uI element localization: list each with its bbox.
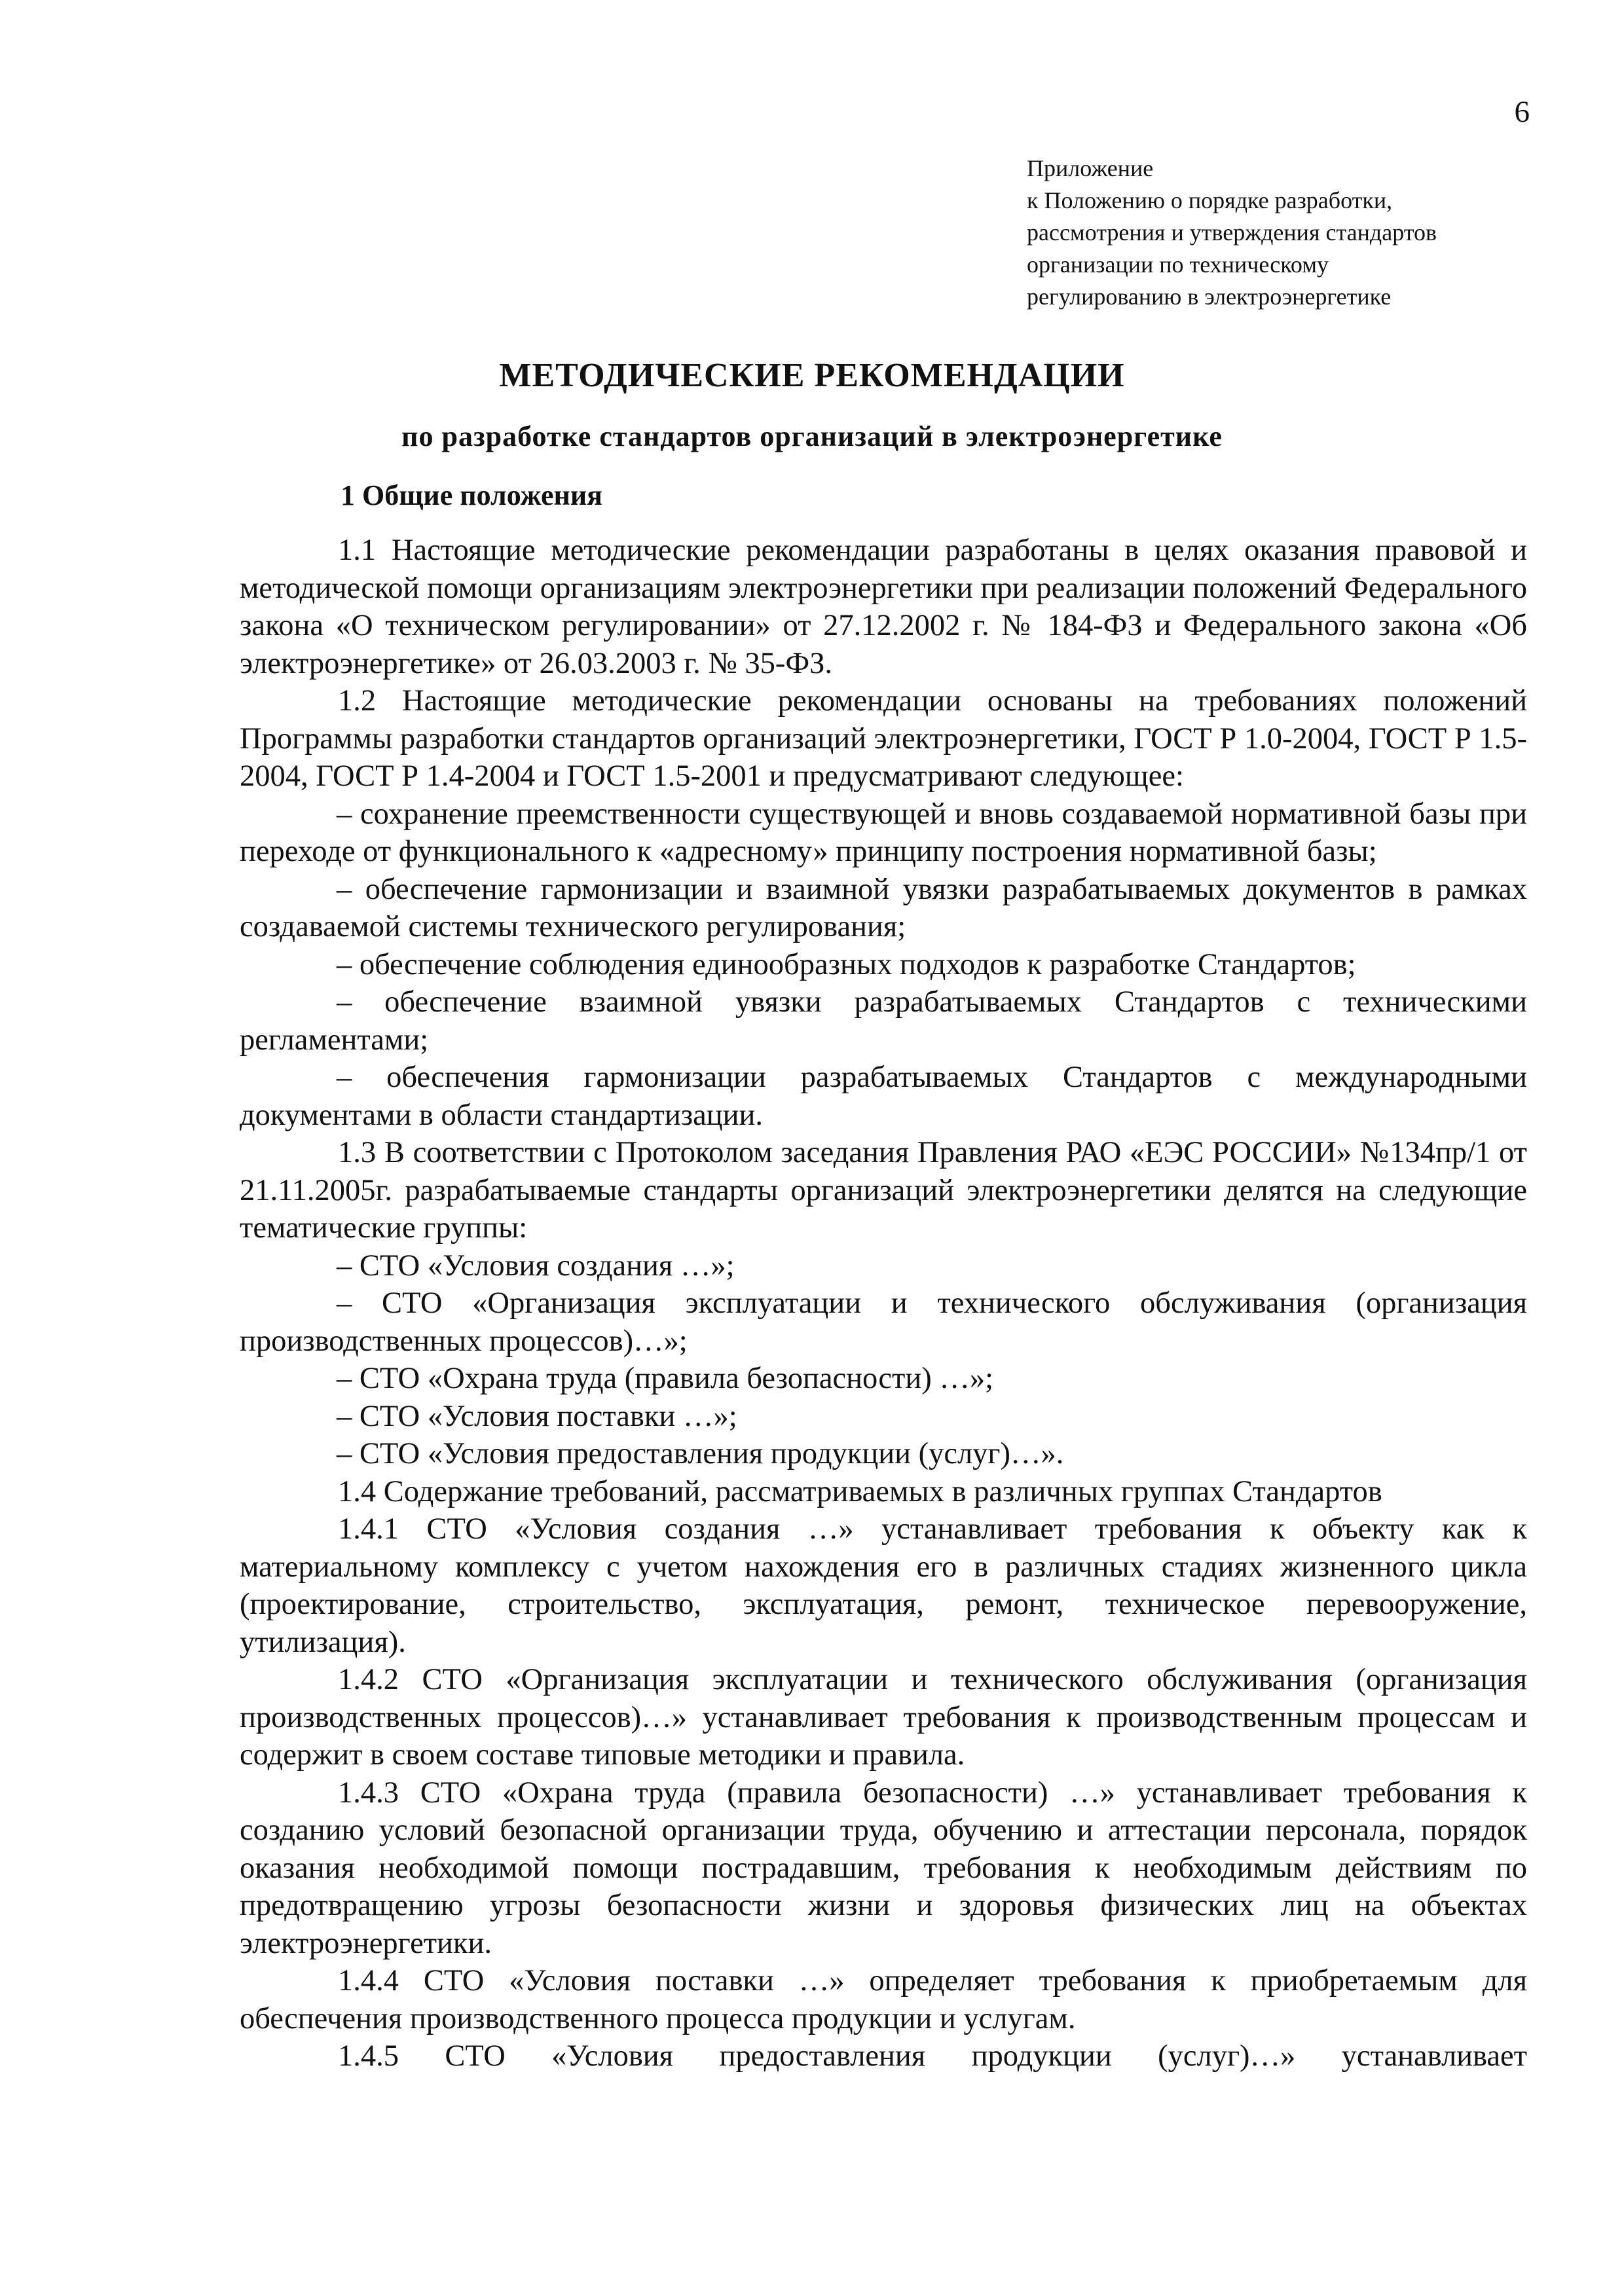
paragraph: 1.1 Настоящие методические рекомендации разработаны в целях оказания правовой и методической помощи организациям электроэнергетики при реализации положений Федерального закона «О техническом регулировании» от 27.12.2002 г. № 184-ФЗ и Федерального закона «Об электроэнергетике» от 26.03.2003 г. № 35-ФЗ. (240, 534, 1527, 680)
list-item: – обеспечения гармонизации разрабатываемых Стандартов с международными документами в области стандартизации. (240, 1061, 1527, 1132)
body-text (240, 532, 1527, 2075)
list-item: – сохранение преемственности существующей и вновь создаваемой нормативной базы при переходе от функционального к «адресному» принципу построения нормативной базы; (240, 797, 1527, 868)
section-heading: 1 Общие положения (341, 479, 602, 511)
paragraph: 1.3 В соответствии с Протоколом заседания Правления РАО «ЕЭС РОССИИ» №134пр/1 от 21.11.2005г. разрабатываемые стандарты организаций электроэнергетики делятся на следующие тематические группы: (240, 1136, 1527, 1245)
annex-line: к Положению о порядке разработки, (1027, 187, 1393, 213)
document-title: МЕТОДИЧЕСКИЕ РЕКОМЕНДАЦИИ (499, 357, 1125, 394)
paragraph: 1.4.2 СТО «Организация эксплуатации и технического обслуживания (организация производственных процессов)…» устанавливает требования к производственным процессам и содержит в своем составе типовые методики и правила. (240, 1663, 1527, 1772)
list-item: – обеспечение соблюдения единообразных подходов к разработке Стандартов; (337, 947, 1356, 981)
annex-line: организации по техническому (1027, 251, 1329, 278)
annex-line: рассмотрения и утверждения стандартов (1027, 219, 1437, 246)
list-item: – СТО «Условия поставки …»; (337, 1399, 737, 1433)
document-subtitle: по разработке стандартов организаций в электроэнергетике (401, 420, 1223, 452)
paragraph: 1.4 Содержание требований, рассматриваемых в различных группах Стандартов (338, 1474, 1382, 1508)
paragraph: 1.4.5 СТО «Условия предоставления продукции (услуг)…» устанавливает (338, 2039, 1527, 2073)
paragraph: 1.4.1 СТО «Условия создания …» устанавливает требования к объекту как к материальному комплексу с учетом нахождения его в различных стадиях жизненного цикла (проектирование, строительство, эксплуатация, ремонт, техническое перевооружение, утилизация). (240, 1512, 1527, 1659)
paragraph: 1.4.3 СТО «Охрана труда (правила безопасности) …» устанавливает требования к созданию условий безопасной организации труда, обучению и аттестации персонала, порядок оказания необходимой помощи пострадавшим, требования к необходимым действиям по предотвращению угрозы безопасности жизни и здоровья физических лиц на объектах электроэнергетики. (240, 1776, 1527, 1960)
paragraph: 1.4.4 СТО «Условия поставки …» определяет требования к приобретаемым для обеспечения производственного процесса продукции и услугам. (240, 1964, 1527, 2035)
list-item: – СТО «Условия предоставления продукции (услуг)…». (337, 1437, 1064, 1470)
page-number: 6 (1514, 95, 1530, 129)
list-item: – СТО «Организация эксплуатации и технического обслуживания (организация производственных процессов)…»; (240, 1286, 1527, 1358)
list-item: – обеспечение гармонизации и взаимной увязки разрабатываемых документов в рамках создаваемой системы технического регулирования; (240, 872, 1527, 943)
annex-note (1027, 153, 1564, 313)
list-item: – обеспечение взаимной увязки разрабатываемых Стандартов с техническими регламентами; (240, 985, 1527, 1057)
list-item: – СТО «Условия создания …»; (337, 1248, 735, 1283)
annex-line: регулированию в электроэнергетике (1027, 283, 1392, 310)
paragraph: 1.2 Настоящие методические рекомендации основаны на требованиях положений Программы разработки стандартов организаций электроэнергетики, ГОСТ Р 1.0-2004, ГОСТ Р 1.5-2004, ГОСТ Р 1.4-2004 и ГОСТ 1.5-2001 и предусматривают следующее: (240, 684, 1527, 793)
annex-line: Приложение (1027, 155, 1154, 181)
list-item: – СТО «Охрана труда (правила безопасности) …»; (337, 1362, 994, 1395)
